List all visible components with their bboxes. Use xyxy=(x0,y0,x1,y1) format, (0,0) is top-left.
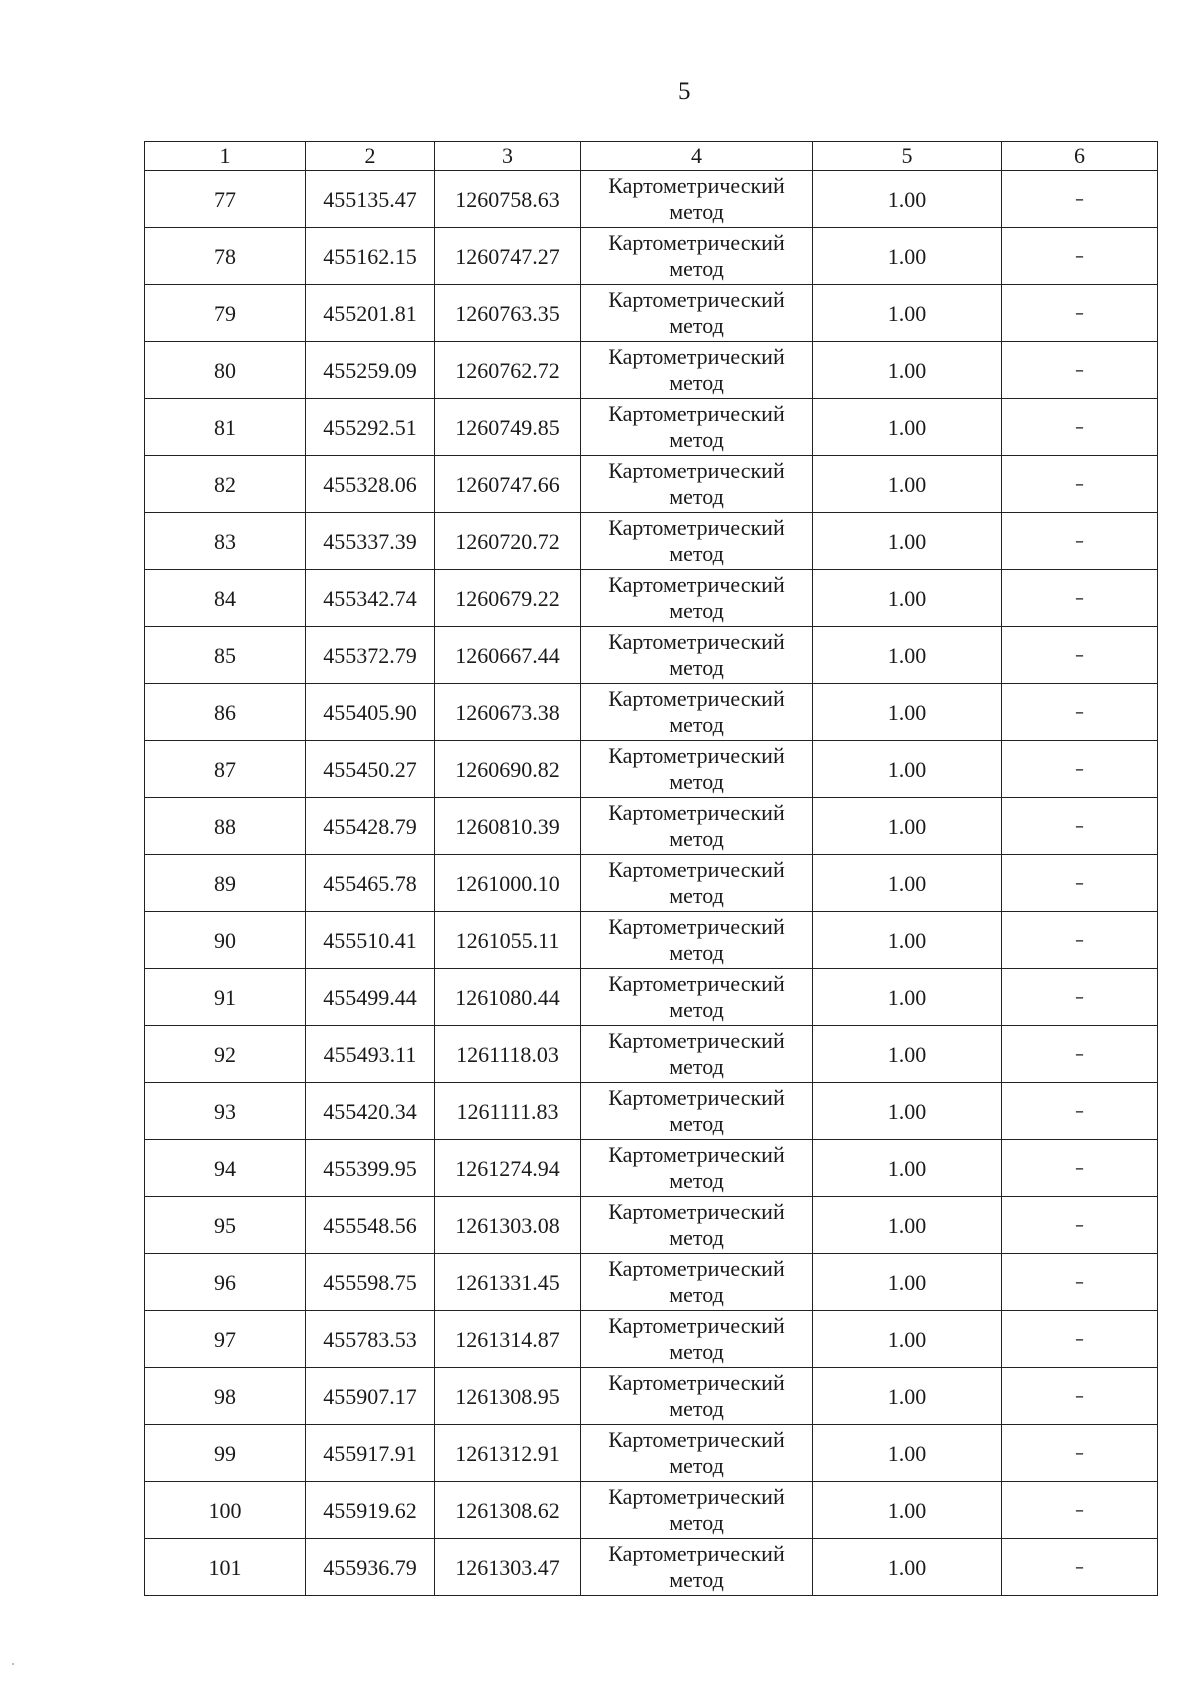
method-cell: Картометрический метод xyxy=(581,171,813,228)
y-coordinate-cell: 1261314.87 xyxy=(435,1311,581,1368)
y-coordinate-cell: 1261274.94 xyxy=(435,1140,581,1197)
accuracy-cell: 1.00 xyxy=(813,1368,1002,1425)
accuracy-cell: 1.00 xyxy=(813,342,1002,399)
y-coordinate-cell: 1260758.63 xyxy=(435,171,581,228)
method-cell: Картометрический метод xyxy=(581,798,813,855)
y-coordinate-cell: 1261055.11 xyxy=(435,912,581,969)
y-coordinate-cell: 1261000.10 xyxy=(435,855,581,912)
point-number-cell: 77 xyxy=(145,171,306,228)
accuracy-cell: 1.00 xyxy=(813,171,1002,228)
point-number-cell: 87 xyxy=(145,741,306,798)
coordinates-table xyxy=(144,141,1158,1596)
y-coordinate-cell: 1260690.82 xyxy=(435,741,581,798)
method-cell: Картометрический метод xyxy=(581,684,813,741)
note-cell: – xyxy=(1002,228,1158,285)
method-cell: Картометрический метод xyxy=(581,399,813,456)
table-row xyxy=(145,570,1158,627)
x-coordinate-cell: 455259.09 xyxy=(306,342,435,399)
table-row xyxy=(145,684,1158,741)
x-coordinate-cell: 455936.79 xyxy=(306,1539,435,1596)
note-cell: – xyxy=(1002,399,1158,456)
note-cell: – xyxy=(1002,741,1158,798)
accuracy-cell: 1.00 xyxy=(813,798,1002,855)
point-number-cell: 83 xyxy=(145,513,306,570)
method-cell: Картометрический метод xyxy=(581,1539,813,1596)
x-coordinate-cell: 455328.06 xyxy=(306,456,435,513)
accuracy-cell: 1.00 xyxy=(813,912,1002,969)
accuracy-cell: 1.00 xyxy=(813,1482,1002,1539)
header-cell-2: 2 xyxy=(306,142,435,171)
x-coordinate-cell: 455598.75 xyxy=(306,1254,435,1311)
point-number-cell: 88 xyxy=(145,798,306,855)
y-coordinate-cell: 1260810.39 xyxy=(435,798,581,855)
note-cell: – xyxy=(1002,1482,1158,1539)
accuracy-cell: 1.00 xyxy=(813,1254,1002,1311)
note-cell: – xyxy=(1002,1083,1158,1140)
x-coordinate-cell: 455135.47 xyxy=(306,171,435,228)
method-cell: Картометрический метод xyxy=(581,1425,813,1482)
accuracy-cell: 1.00 xyxy=(813,684,1002,741)
note-cell: – xyxy=(1002,1425,1158,1482)
note-cell: – xyxy=(1002,1140,1158,1197)
point-number-cell: 90 xyxy=(145,912,306,969)
table-row xyxy=(145,399,1158,456)
point-number-cell: 78 xyxy=(145,228,306,285)
x-coordinate-cell: 455499.44 xyxy=(306,969,435,1026)
header-cell-6: 6 xyxy=(1002,142,1158,171)
x-coordinate-cell: 455917.91 xyxy=(306,1425,435,1482)
method-cell: Картометрический метод xyxy=(581,1197,813,1254)
table-body xyxy=(145,171,1158,1596)
method-cell: Картометрический метод xyxy=(581,342,813,399)
accuracy-cell: 1.00 xyxy=(813,1140,1002,1197)
x-coordinate-cell: 455337.39 xyxy=(306,513,435,570)
y-coordinate-cell: 1261308.95 xyxy=(435,1368,581,1425)
method-cell: Картометрический метод xyxy=(581,1026,813,1083)
method-cell: Картометрический метод xyxy=(581,285,813,342)
x-coordinate-cell: 455162.15 xyxy=(306,228,435,285)
note-cell: – xyxy=(1002,456,1158,513)
accuracy-cell: 1.00 xyxy=(813,399,1002,456)
x-coordinate-cell: 455342.74 xyxy=(306,570,435,627)
accuracy-cell: 1.00 xyxy=(813,969,1002,1026)
point-number-cell: 86 xyxy=(145,684,306,741)
accuracy-cell: 1.00 xyxy=(813,228,1002,285)
x-coordinate-cell: 455201.81 xyxy=(306,285,435,342)
y-coordinate-cell: 1261331.45 xyxy=(435,1254,581,1311)
method-cell: Картометрический метод xyxy=(581,456,813,513)
point-number-cell: 99 xyxy=(145,1425,306,1482)
note-cell: – xyxy=(1002,171,1158,228)
note-cell: – xyxy=(1002,1368,1158,1425)
point-number-cell: 93 xyxy=(145,1083,306,1140)
header-cell-5: 5 xyxy=(813,142,1002,171)
method-cell: Картометрический метод xyxy=(581,855,813,912)
header-cell-3: 3 xyxy=(435,142,581,171)
table-row xyxy=(145,1083,1158,1140)
accuracy-cell: 1.00 xyxy=(813,1539,1002,1596)
y-coordinate-cell: 1261303.08 xyxy=(435,1197,581,1254)
x-coordinate-cell: 455465.78 xyxy=(306,855,435,912)
point-number-cell: 84 xyxy=(145,570,306,627)
method-cell: Картометрический метод xyxy=(581,912,813,969)
note-cell: – xyxy=(1002,969,1158,1026)
y-coordinate-cell: 1261111.83 xyxy=(435,1083,581,1140)
table-row xyxy=(145,1254,1158,1311)
method-cell: Картометрический метод xyxy=(581,570,813,627)
x-coordinate-cell: 455907.17 xyxy=(306,1368,435,1425)
table-row xyxy=(145,855,1158,912)
x-coordinate-cell: 455919.62 xyxy=(306,1482,435,1539)
table-row xyxy=(145,1539,1158,1596)
point-number-cell: 95 xyxy=(145,1197,306,1254)
point-number-cell: 98 xyxy=(145,1368,306,1425)
method-cell: Картометрический метод xyxy=(581,1311,813,1368)
method-cell: Картометрический метод xyxy=(581,969,813,1026)
note-cell: – xyxy=(1002,1311,1158,1368)
method-cell: Картометрический метод xyxy=(581,1482,813,1539)
accuracy-cell: 1.00 xyxy=(813,1311,1002,1368)
table-row xyxy=(145,1482,1158,1539)
y-coordinate-cell: 1260747.66 xyxy=(435,456,581,513)
table-row xyxy=(145,912,1158,969)
y-coordinate-cell: 1261118.03 xyxy=(435,1026,581,1083)
y-coordinate-cell: 1260747.27 xyxy=(435,228,581,285)
note-cell: – xyxy=(1002,513,1158,570)
x-coordinate-cell: 455450.27 xyxy=(306,741,435,798)
y-coordinate-cell: 1260763.35 xyxy=(435,285,581,342)
y-coordinate-cell: 1260749.85 xyxy=(435,399,581,456)
point-number-cell: 82 xyxy=(145,456,306,513)
accuracy-cell: 1.00 xyxy=(813,1425,1002,1482)
point-number-cell: 97 xyxy=(145,1311,306,1368)
note-cell: – xyxy=(1002,855,1158,912)
method-cell: Картометрический метод xyxy=(581,627,813,684)
note-cell: – xyxy=(1002,684,1158,741)
table-row xyxy=(145,1197,1158,1254)
table-header xyxy=(145,142,1158,171)
note-cell: – xyxy=(1002,342,1158,399)
note-cell: – xyxy=(1002,912,1158,969)
accuracy-cell: 1.00 xyxy=(813,1197,1002,1254)
table-row xyxy=(145,1368,1158,1425)
y-coordinate-cell: 1260673.38 xyxy=(435,684,581,741)
point-number-cell: 79 xyxy=(145,285,306,342)
table-row xyxy=(145,1311,1158,1368)
point-number-cell: 89 xyxy=(145,855,306,912)
method-cell: Картометрический метод xyxy=(581,741,813,798)
y-coordinate-cell: 1261308.62 xyxy=(435,1482,581,1539)
y-coordinate-cell: 1260762.72 xyxy=(435,342,581,399)
y-coordinate-cell: 1261312.91 xyxy=(435,1425,581,1482)
point-number-cell: 91 xyxy=(145,969,306,1026)
point-number-cell: 101 xyxy=(145,1539,306,1596)
method-cell: Картометрический метод xyxy=(581,1140,813,1197)
point-number-cell: 100 xyxy=(145,1482,306,1539)
y-coordinate-cell: 1261080.44 xyxy=(435,969,581,1026)
y-coordinate-cell: 1260667.44 xyxy=(435,627,581,684)
note-cell: – xyxy=(1002,798,1158,855)
x-coordinate-cell: 455493.11 xyxy=(306,1026,435,1083)
x-coordinate-cell: 455405.90 xyxy=(306,684,435,741)
accuracy-cell: 1.00 xyxy=(813,513,1002,570)
accuracy-cell: 1.00 xyxy=(813,456,1002,513)
method-cell: Картометрический метод xyxy=(581,1083,813,1140)
y-coordinate-cell: 1260720.72 xyxy=(435,513,581,570)
note-cell: – xyxy=(1002,1197,1158,1254)
x-coordinate-cell: 455510.41 xyxy=(306,912,435,969)
point-number-cell: 80 xyxy=(145,342,306,399)
x-coordinate-cell: 455372.79 xyxy=(306,627,435,684)
x-coordinate-cell: 455548.56 xyxy=(306,1197,435,1254)
page-number: 5 xyxy=(678,78,691,105)
accuracy-cell: 1.00 xyxy=(813,627,1002,684)
table-row xyxy=(145,969,1158,1026)
method-cell: Картометрический метод xyxy=(581,228,813,285)
point-number-cell: 85 xyxy=(145,627,306,684)
table-row xyxy=(145,513,1158,570)
method-cell: Картометрический метод xyxy=(581,1254,813,1311)
x-coordinate-cell: 455399.95 xyxy=(306,1140,435,1197)
point-number-cell: 96 xyxy=(145,1254,306,1311)
accuracy-cell: 1.00 xyxy=(813,1083,1002,1140)
x-coordinate-cell: 455428.79 xyxy=(306,798,435,855)
table-row xyxy=(145,1140,1158,1197)
x-coordinate-cell: 455783.53 xyxy=(306,1311,435,1368)
accuracy-cell: 1.00 xyxy=(813,1026,1002,1083)
note-cell: – xyxy=(1002,1539,1158,1596)
accuracy-cell: 1.00 xyxy=(813,741,1002,798)
y-coordinate-cell: 1261303.47 xyxy=(435,1539,581,1596)
method-cell: Картометрический метод xyxy=(581,1368,813,1425)
scan-artifact xyxy=(12,1663,14,1665)
table-row xyxy=(145,1026,1158,1083)
note-cell: – xyxy=(1002,285,1158,342)
accuracy-cell: 1.00 xyxy=(813,285,1002,342)
point-number-cell: 81 xyxy=(145,399,306,456)
table-row xyxy=(145,171,1158,228)
table-row xyxy=(145,1425,1158,1482)
table-row xyxy=(145,741,1158,798)
note-cell: – xyxy=(1002,1026,1158,1083)
y-coordinate-cell: 1260679.22 xyxy=(435,570,581,627)
point-number-cell: 92 xyxy=(145,1026,306,1083)
table-row xyxy=(145,342,1158,399)
table-row xyxy=(145,285,1158,342)
accuracy-cell: 1.00 xyxy=(813,855,1002,912)
accuracy-cell: 1.00 xyxy=(813,570,1002,627)
note-cell: – xyxy=(1002,627,1158,684)
table-row xyxy=(145,456,1158,513)
table-row xyxy=(145,627,1158,684)
header-row xyxy=(145,142,1158,171)
x-coordinate-cell: 455420.34 xyxy=(306,1083,435,1140)
x-coordinate-cell: 455292.51 xyxy=(306,399,435,456)
note-cell: – xyxy=(1002,1254,1158,1311)
table-row xyxy=(145,228,1158,285)
note-cell: – xyxy=(1002,570,1158,627)
table-row xyxy=(145,798,1158,855)
method-cell: Картометрический метод xyxy=(581,513,813,570)
point-number-cell: 94 xyxy=(145,1140,306,1197)
header-cell-4: 4 xyxy=(581,142,813,171)
header-cell-1: 1 xyxy=(145,142,306,171)
